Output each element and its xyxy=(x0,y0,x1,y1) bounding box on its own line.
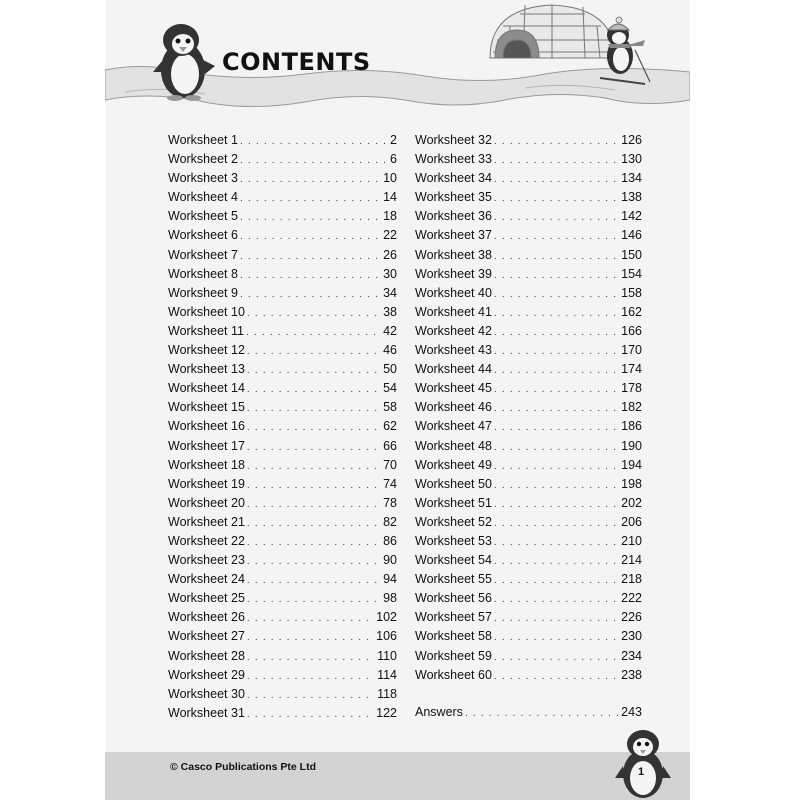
contents-entry xyxy=(415,265,642,284)
entry-page-number: 214 xyxy=(621,553,642,568)
entry-page-number: 206 xyxy=(621,514,642,529)
dot-leader xyxy=(494,590,619,608)
entry-page-number: 118 xyxy=(377,686,397,701)
contents-entry xyxy=(168,322,397,341)
entry-label: Worksheet 12 xyxy=(168,343,245,358)
contents-entry xyxy=(415,360,642,379)
entry-page-number: 6 xyxy=(390,152,397,167)
dot-leader xyxy=(494,476,619,494)
contents-entry xyxy=(168,207,397,226)
dot-leader xyxy=(494,648,619,666)
entry-page-number: 86 xyxy=(383,533,397,548)
contents-entry xyxy=(415,589,642,608)
contents-entry xyxy=(415,475,642,494)
entry-label: Worksheet 15 xyxy=(168,400,245,415)
entry-label: Worksheet 21 xyxy=(168,514,245,529)
dot-leader xyxy=(494,227,619,245)
entry-label: Worksheet 24 xyxy=(168,572,245,587)
entry-label: Worksheet 52 xyxy=(415,514,492,529)
dot-leader xyxy=(247,380,381,398)
entry-label: Worksheet 51 xyxy=(415,495,492,510)
entry-page-number: 18 xyxy=(383,209,397,224)
entry-page-number: 54 xyxy=(383,381,397,396)
entry-page-number: 243 xyxy=(621,705,642,719)
entry-page-number: 142 xyxy=(621,209,642,224)
entry-label: Worksheet 33 xyxy=(415,152,492,167)
dot-leader xyxy=(240,285,381,303)
entry-page-number: 98 xyxy=(383,591,397,606)
dot-leader xyxy=(494,170,619,188)
entry-page-number: 198 xyxy=(621,476,642,491)
contents-entry xyxy=(415,246,642,265)
entry-label: Worksheet 29 xyxy=(168,667,245,682)
contents-entry xyxy=(415,226,642,245)
dot-leader xyxy=(494,533,619,551)
entry-label: Worksheet 19 xyxy=(168,476,245,491)
entry-label: Worksheet 30 xyxy=(168,686,245,701)
contents-entry xyxy=(168,341,397,360)
entry-page-number: 158 xyxy=(621,285,642,300)
entry-label: Worksheet 7 xyxy=(168,247,238,262)
entry-page-number: 234 xyxy=(621,648,642,663)
dot-leader xyxy=(494,361,619,379)
entry-page-number: 182 xyxy=(621,400,642,415)
contents-entry xyxy=(168,456,397,475)
contents-entry xyxy=(168,360,397,379)
contents-entry xyxy=(168,150,397,169)
contents-entry xyxy=(415,608,642,627)
dot-leader xyxy=(240,266,381,284)
entry-label: Worksheet 56 xyxy=(415,591,492,606)
dot-leader xyxy=(494,552,619,570)
dot-leader xyxy=(247,438,381,456)
contents-entry xyxy=(168,570,397,589)
contents-entry xyxy=(168,513,397,532)
dot-leader xyxy=(247,648,375,666)
entry-page-number: 10 xyxy=(383,171,397,186)
entry-page-number: 106 xyxy=(376,629,397,644)
dot-leader xyxy=(247,628,374,646)
entry-label: Worksheet 57 xyxy=(415,610,492,625)
entry-page-number: 2 xyxy=(390,133,397,147)
dot-leader xyxy=(494,342,619,360)
dot-leader xyxy=(465,704,619,722)
contents-entry xyxy=(415,437,642,456)
entry-page-number: 150 xyxy=(621,247,642,262)
entry-page-number: 170 xyxy=(621,343,642,358)
penguin-footer-icon xyxy=(613,722,673,800)
dot-leader xyxy=(494,495,619,513)
entry-label: Worksheet 47 xyxy=(415,419,492,434)
entry-label: Worksheet 38 xyxy=(415,247,492,262)
contents-entry xyxy=(168,475,397,494)
entry-label: Worksheet 14 xyxy=(168,381,245,396)
entry-label: Worksheet 31 xyxy=(168,705,245,720)
dot-leader xyxy=(247,418,381,436)
entry-page-number: 82 xyxy=(383,514,397,529)
entry-label: Worksheet 58 xyxy=(415,629,492,644)
dot-leader xyxy=(494,189,619,207)
entry-label: Worksheet 39 xyxy=(415,266,492,281)
entry-label: Worksheet 45 xyxy=(415,381,492,396)
entry-label: Worksheet 28 xyxy=(168,648,245,663)
contents-entry xyxy=(168,532,397,551)
footer-band xyxy=(105,752,690,800)
entry-label: Worksheet 25 xyxy=(168,591,245,606)
copyright-notice: © Casco Publications Pte Ltd xyxy=(170,761,317,773)
entry-page-number: 34 xyxy=(383,285,397,300)
entry-label: Worksheet 42 xyxy=(415,323,492,338)
dot-leader xyxy=(494,457,619,475)
entry-label: Worksheet 44 xyxy=(415,362,492,377)
dot-leader xyxy=(494,132,619,150)
entry-page-number: 78 xyxy=(383,495,397,510)
entry-label: Worksheet 46 xyxy=(415,400,492,415)
entry-page-number: 238 xyxy=(621,667,642,682)
entry-label: Worksheet 2 xyxy=(168,152,238,167)
contents-entry xyxy=(168,398,397,417)
entry-page-number: 178 xyxy=(621,381,642,396)
contents-entry xyxy=(415,513,642,532)
entry-label: Worksheet 9 xyxy=(168,285,238,300)
contents-entry xyxy=(415,379,642,398)
contents-entry xyxy=(415,398,642,417)
entry-page-number: 42 xyxy=(383,323,397,338)
page-title: CONTENTS xyxy=(222,48,371,76)
entry-page-number: 74 xyxy=(383,476,397,491)
dot-leader xyxy=(494,323,619,341)
contents-page xyxy=(105,0,690,800)
entry-page-number: 50 xyxy=(383,362,397,377)
entry-label: Worksheet 26 xyxy=(168,610,245,625)
dot-leader xyxy=(247,457,381,475)
contents-entry xyxy=(415,666,642,685)
entry-label: Worksheet 5 xyxy=(168,209,238,224)
entry-label: Worksheet 20 xyxy=(168,495,245,510)
entry-label: Worksheet 43 xyxy=(415,343,492,358)
dot-leader xyxy=(494,628,619,646)
entry-label: Worksheet 40 xyxy=(415,285,492,300)
dot-leader xyxy=(494,380,619,398)
dot-leader xyxy=(246,323,381,341)
entry-page-number: 186 xyxy=(621,419,642,434)
contents-entry xyxy=(415,322,642,341)
contents-entry xyxy=(168,284,397,303)
dot-leader xyxy=(247,495,381,513)
entry-page-number: 226 xyxy=(621,610,642,625)
dot-leader xyxy=(494,571,619,589)
dot-leader xyxy=(247,304,381,322)
contents-entry xyxy=(415,207,642,226)
dot-leader xyxy=(247,342,381,360)
entry-page-number: 190 xyxy=(621,438,642,453)
contents-entry xyxy=(415,627,642,646)
entry-page-number: 130 xyxy=(621,152,642,167)
entry-label: Worksheet 4 xyxy=(168,190,238,205)
dot-leader xyxy=(247,476,381,494)
entry-label: Worksheet 32 xyxy=(415,133,492,147)
contents-entry xyxy=(168,494,397,513)
entry-label: Worksheet 53 xyxy=(415,533,492,548)
entry-page-number: 70 xyxy=(383,457,397,472)
contents-entry xyxy=(168,704,397,723)
contents-entry xyxy=(168,437,397,456)
entry-label: Worksheet 11 xyxy=(168,323,244,338)
entry-page-number: 90 xyxy=(383,553,397,568)
entry-label: Worksheet 60 xyxy=(415,667,492,682)
contents-entry xyxy=(415,532,642,551)
contents-entry xyxy=(168,379,397,398)
dot-leader xyxy=(247,399,381,417)
entry-page-number: 138 xyxy=(621,190,642,205)
entry-page-number: 46 xyxy=(383,343,397,358)
dot-leader xyxy=(247,361,381,379)
igloo xyxy=(490,5,615,58)
dot-leader xyxy=(247,552,381,570)
entry-page-number: 102 xyxy=(376,610,397,625)
dot-leader xyxy=(494,667,619,685)
entry-label: Answers xyxy=(415,705,463,719)
entry-label: Worksheet 37 xyxy=(415,228,492,243)
contents-entry xyxy=(415,417,642,436)
entry-label: Worksheet 36 xyxy=(415,209,492,224)
entry-page-number: 38 xyxy=(383,304,397,319)
contents-column-left xyxy=(168,131,397,723)
entry-label: Worksheet 35 xyxy=(415,190,492,205)
dot-leader xyxy=(247,571,381,589)
dot-leader xyxy=(494,438,619,456)
entry-page-number: 218 xyxy=(621,572,642,587)
contents-entry xyxy=(168,666,397,685)
contents-entry xyxy=(415,647,642,666)
dot-leader xyxy=(240,170,381,188)
entry-label: Worksheet 18 xyxy=(168,457,245,472)
entry-page-number: 194 xyxy=(621,457,642,472)
contents-entry xyxy=(168,265,397,284)
entry-label: Worksheet 17 xyxy=(168,438,245,453)
contents-column-right xyxy=(415,131,642,685)
entry-page-number: 154 xyxy=(621,266,642,281)
dot-leader xyxy=(247,609,374,627)
dot-leader xyxy=(247,667,375,685)
entry-label: Worksheet 8 xyxy=(168,266,238,281)
entry-label: Worksheet 16 xyxy=(168,419,245,434)
entry-page-number: 58 xyxy=(383,400,397,415)
contents-entry xyxy=(168,608,397,627)
entry-page-number: 14 xyxy=(383,190,397,205)
entry-label: Worksheet 6 xyxy=(168,228,238,243)
entry-page-number: 94 xyxy=(383,572,397,587)
contents-entry xyxy=(415,303,642,322)
dot-leader xyxy=(494,418,619,436)
entry-page-number: 134 xyxy=(621,171,642,186)
entry-page-number: 166 xyxy=(621,323,642,338)
header-snow-scene xyxy=(105,0,690,118)
entry-label: Worksheet 22 xyxy=(168,533,245,548)
dot-leader xyxy=(494,151,619,169)
contents-entry xyxy=(168,551,397,570)
entry-label: Worksheet 54 xyxy=(415,553,492,568)
dot-leader xyxy=(494,247,619,265)
contents-entry xyxy=(168,589,397,608)
entry-label: Worksheet 23 xyxy=(168,553,245,568)
entry-label: Worksheet 59 xyxy=(415,648,492,663)
contents-entry xyxy=(168,303,397,322)
dot-leader xyxy=(494,304,619,322)
entry-label: Worksheet 3 xyxy=(168,171,238,186)
page-number: 1 xyxy=(638,766,645,778)
contents-entry xyxy=(168,169,397,188)
entry-page-number: 114 xyxy=(377,667,397,682)
dot-leader xyxy=(494,266,619,284)
dot-leader xyxy=(247,590,381,608)
dot-leader xyxy=(494,208,619,226)
dot-leader xyxy=(240,227,381,245)
contents-entry xyxy=(415,169,642,188)
contents-entry xyxy=(415,570,642,589)
entry-page-number: 146 xyxy=(621,228,642,243)
entry-label: Worksheet 27 xyxy=(168,629,245,644)
entry-label: Worksheet 50 xyxy=(415,476,492,491)
entry-label: Worksheet 34 xyxy=(415,171,492,186)
dot-leader xyxy=(494,514,619,532)
entry-page-number: 66 xyxy=(383,438,397,453)
entry-page-number: 222 xyxy=(621,591,642,606)
dot-leader xyxy=(494,285,619,303)
entry-page-number: 162 xyxy=(621,304,642,319)
entry-page-number: 174 xyxy=(621,362,642,377)
dot-leader xyxy=(240,208,381,226)
contents-entry-answers xyxy=(415,703,642,722)
entry-page-number: 22 xyxy=(383,228,397,243)
entry-label: Worksheet 55 xyxy=(415,572,492,587)
contents-entry xyxy=(415,341,642,360)
dot-leader xyxy=(240,151,388,169)
contents-entry xyxy=(168,226,397,245)
entry-page-number: 210 xyxy=(621,533,642,548)
entry-page-number: 30 xyxy=(383,266,397,281)
contents-entry xyxy=(415,551,642,570)
dot-leader xyxy=(240,189,381,207)
contents-entry xyxy=(415,188,642,207)
entry-label: Worksheet 10 xyxy=(168,304,245,319)
entry-label: Worksheet 48 xyxy=(415,438,492,453)
entry-page-number: 202 xyxy=(621,495,642,510)
contents-entry xyxy=(415,494,642,513)
entry-label: Worksheet 49 xyxy=(415,457,492,472)
contents-entry xyxy=(168,647,397,666)
contents-entry xyxy=(168,627,397,646)
dot-leader xyxy=(247,533,381,551)
contents-entry xyxy=(168,188,397,207)
contents-entry xyxy=(168,246,397,265)
entry-page-number: 126 xyxy=(621,133,642,147)
contents-entry xyxy=(168,131,397,150)
entry-page-number: 62 xyxy=(383,419,397,434)
dot-leader xyxy=(247,705,374,723)
dot-leader xyxy=(247,514,381,532)
dot-leader xyxy=(494,609,619,627)
entry-page-number: 230 xyxy=(621,629,642,644)
contents-entry xyxy=(415,456,642,475)
contents-entry xyxy=(415,284,642,303)
dot-leader xyxy=(247,686,375,704)
entry-label: Worksheet 13 xyxy=(168,362,245,377)
dot-leader xyxy=(494,399,619,417)
contents-entry xyxy=(168,685,397,704)
entry-page-number: 26 xyxy=(383,247,397,262)
contents-entry xyxy=(415,150,642,169)
dot-leader xyxy=(240,247,381,265)
entry-page-number: 110 xyxy=(377,648,397,663)
entry-page-number: 122 xyxy=(376,705,397,720)
contents-entry xyxy=(415,131,642,150)
entry-label: Worksheet 41 xyxy=(415,304,492,319)
entry-label: Worksheet 1 xyxy=(168,133,238,147)
dot-leader xyxy=(240,132,388,150)
contents-entry xyxy=(168,417,397,436)
